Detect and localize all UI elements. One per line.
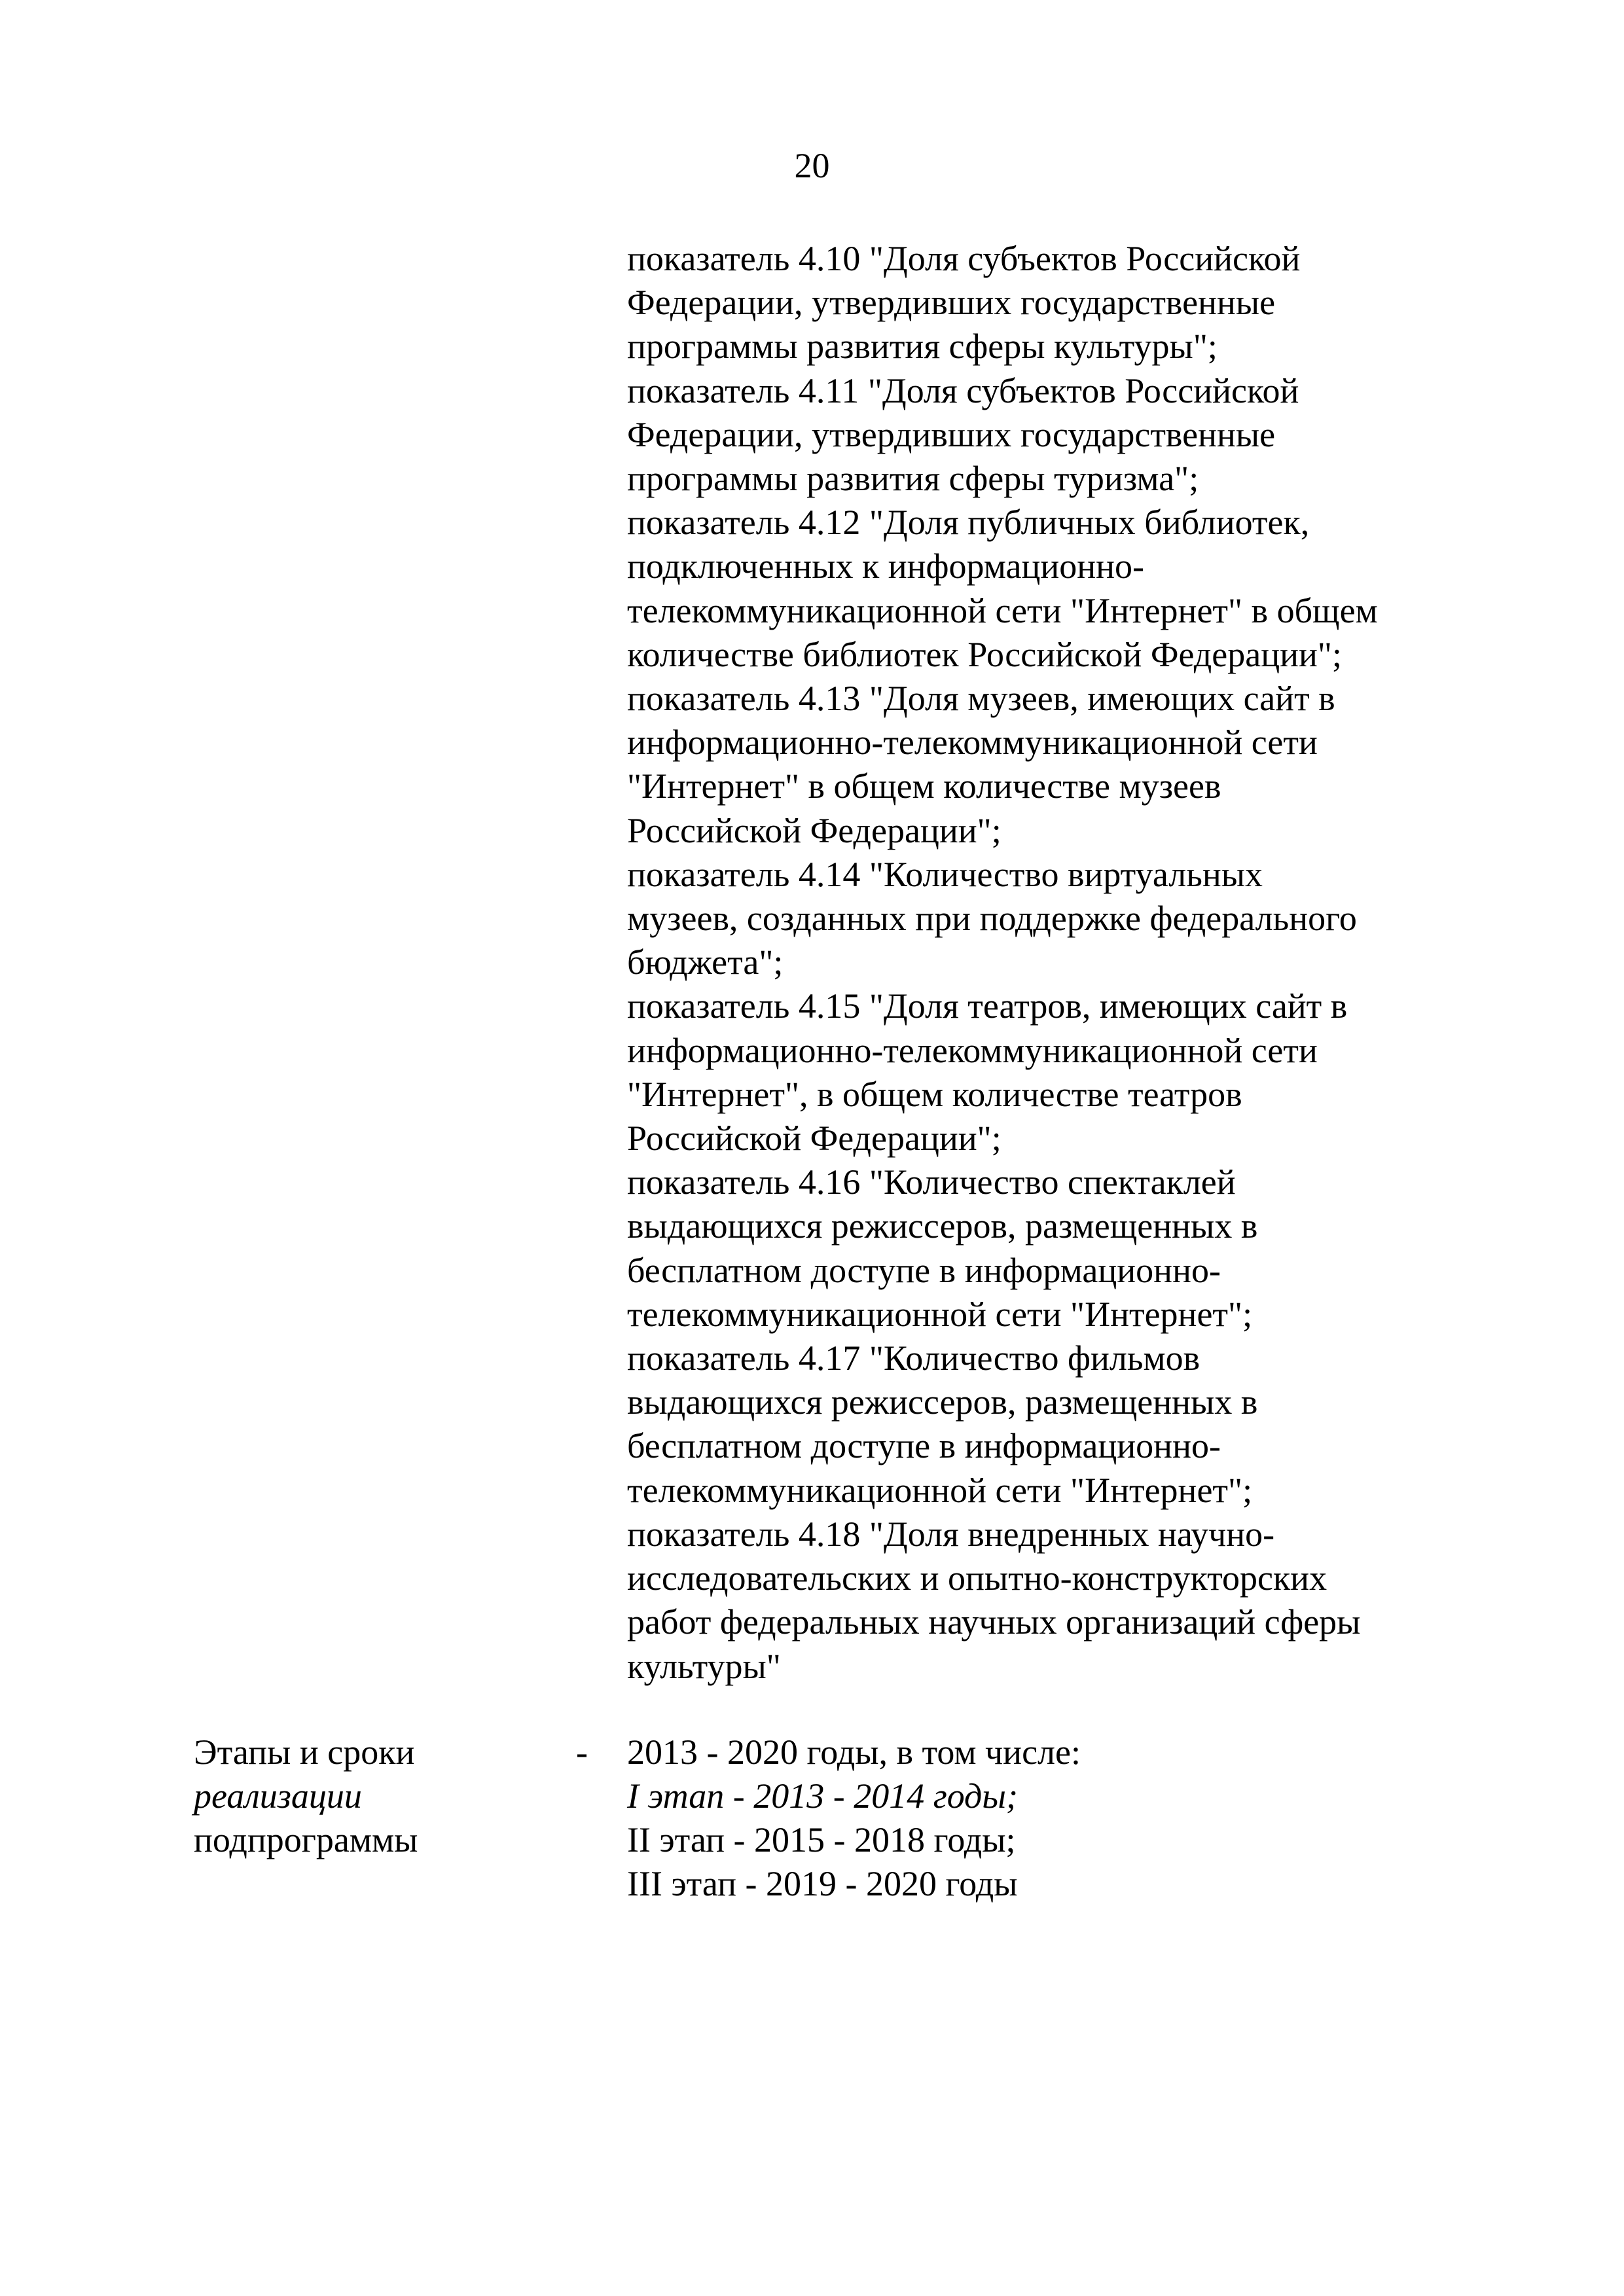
indicator-line: программы развития сферы туризма"; <box>627 459 1199 499</box>
indicator-line: показатель 4.17 "Количество фильмов <box>627 1338 1200 1378</box>
indicator-line: телекоммуникационной сети "Интернет"; <box>627 1294 1253 1334</box>
indicator-line: Российской Федерации"; <box>627 1119 1001 1158</box>
stages-content-line: III этап - 2019 - 2020 годы <box>627 1864 1018 1903</box>
indicator-line: телекоммуникационной сети "Интернет"; <box>627 1470 1253 1510</box>
indicator-line: показатель 4.12 "Доля публичных библиотек, <box>627 503 1310 543</box>
indicator-line: исследовательских и опытно-конструкторских <box>627 1558 1327 1598</box>
indicator-line: показатель 4.14 "Количество виртуальных <box>627 854 1263 894</box>
stages-content <box>627 1731 1478 1906</box>
indicators-list <box>627 237 1478 1689</box>
indicator-line: музеев, созданных при поддержке федерального <box>627 899 1357 939</box>
indicator-line: бесплатном доступе в информационно- <box>627 1426 1221 1466</box>
indicator-line: показатель 4.16 "Количество спектаклей <box>627 1162 1236 1202</box>
indicator-line: количестве библиотек Российской Федерации"; <box>627 634 1342 674</box>
indicator-line: "Интернет", в общем количестве театров <box>627 1074 1242 1114</box>
indicator-line: выдающихся режиссеров, размещенных в <box>627 1206 1258 1246</box>
indicator-line: информационно-телекоммуникационной сети <box>627 1030 1318 1070</box>
page-number: 20 <box>794 146 830 185</box>
indicator-line: программы развития сферы культуры"; <box>627 327 1218 367</box>
indicator-line: показатель 4.18 "Доля внедренных научно- <box>627 1514 1275 1554</box>
stages-dash: - <box>576 1732 588 1772</box>
indicator-line: Федерации, утвердивших государственные <box>627 414 1276 454</box>
stages-label-line: подпрограммы <box>194 1820 418 1859</box>
indicator-line: Российской Федерации"; <box>627 810 1001 850</box>
stages-label <box>194 1731 534 1862</box>
indicator-line: выдающихся режиссеров, размещенных в <box>627 1382 1258 1422</box>
indicator-line: показатель 4.15 "Доля театров, имеющих сайт в <box>627 986 1348 1026</box>
stages-label-line: реализации <box>194 1776 362 1816</box>
indicator-line: бесплатном доступе в информационно- <box>627 1250 1221 1290</box>
indicator-line: "Интернет" в общем количестве музеев <box>627 766 1221 806</box>
indicator-line: телекоммуникационной сети "Интернет" в общем <box>627 590 1378 630</box>
stages-content-line: 2013 - 2020 годы, в том числе: <box>627 1732 1081 1772</box>
indicator-line: показатель 4.11 "Доля субъектов Российской <box>627 370 1299 410</box>
indicator-line: информационно-телекоммуникационной сети <box>627 723 1318 762</box>
indicator-line: бюджета"; <box>627 942 784 982</box>
indicator-line: подключенных к информационно- <box>627 547 1145 586</box>
indicator-line: показатель 4.10 "Доля субъектов Российской <box>627 239 1301 278</box>
indicator-line: показатель 4.13 "Доля музеев, имеющих сайт в <box>627 679 1335 719</box>
indicator-line: работ федеральных научных организаций сферы <box>627 1602 1361 1642</box>
stages-label-line: Этапы и сроки <box>194 1732 415 1772</box>
indicator-line: Федерации, утвердивших государственные <box>627 283 1276 323</box>
stages-content-line: I этап - 2013 - 2014 годы; <box>627 1776 1018 1816</box>
indicator-line: культуры" <box>627 1646 781 1686</box>
stages-content-line: II этап - 2015 - 2018 годы; <box>627 1820 1016 1859</box>
